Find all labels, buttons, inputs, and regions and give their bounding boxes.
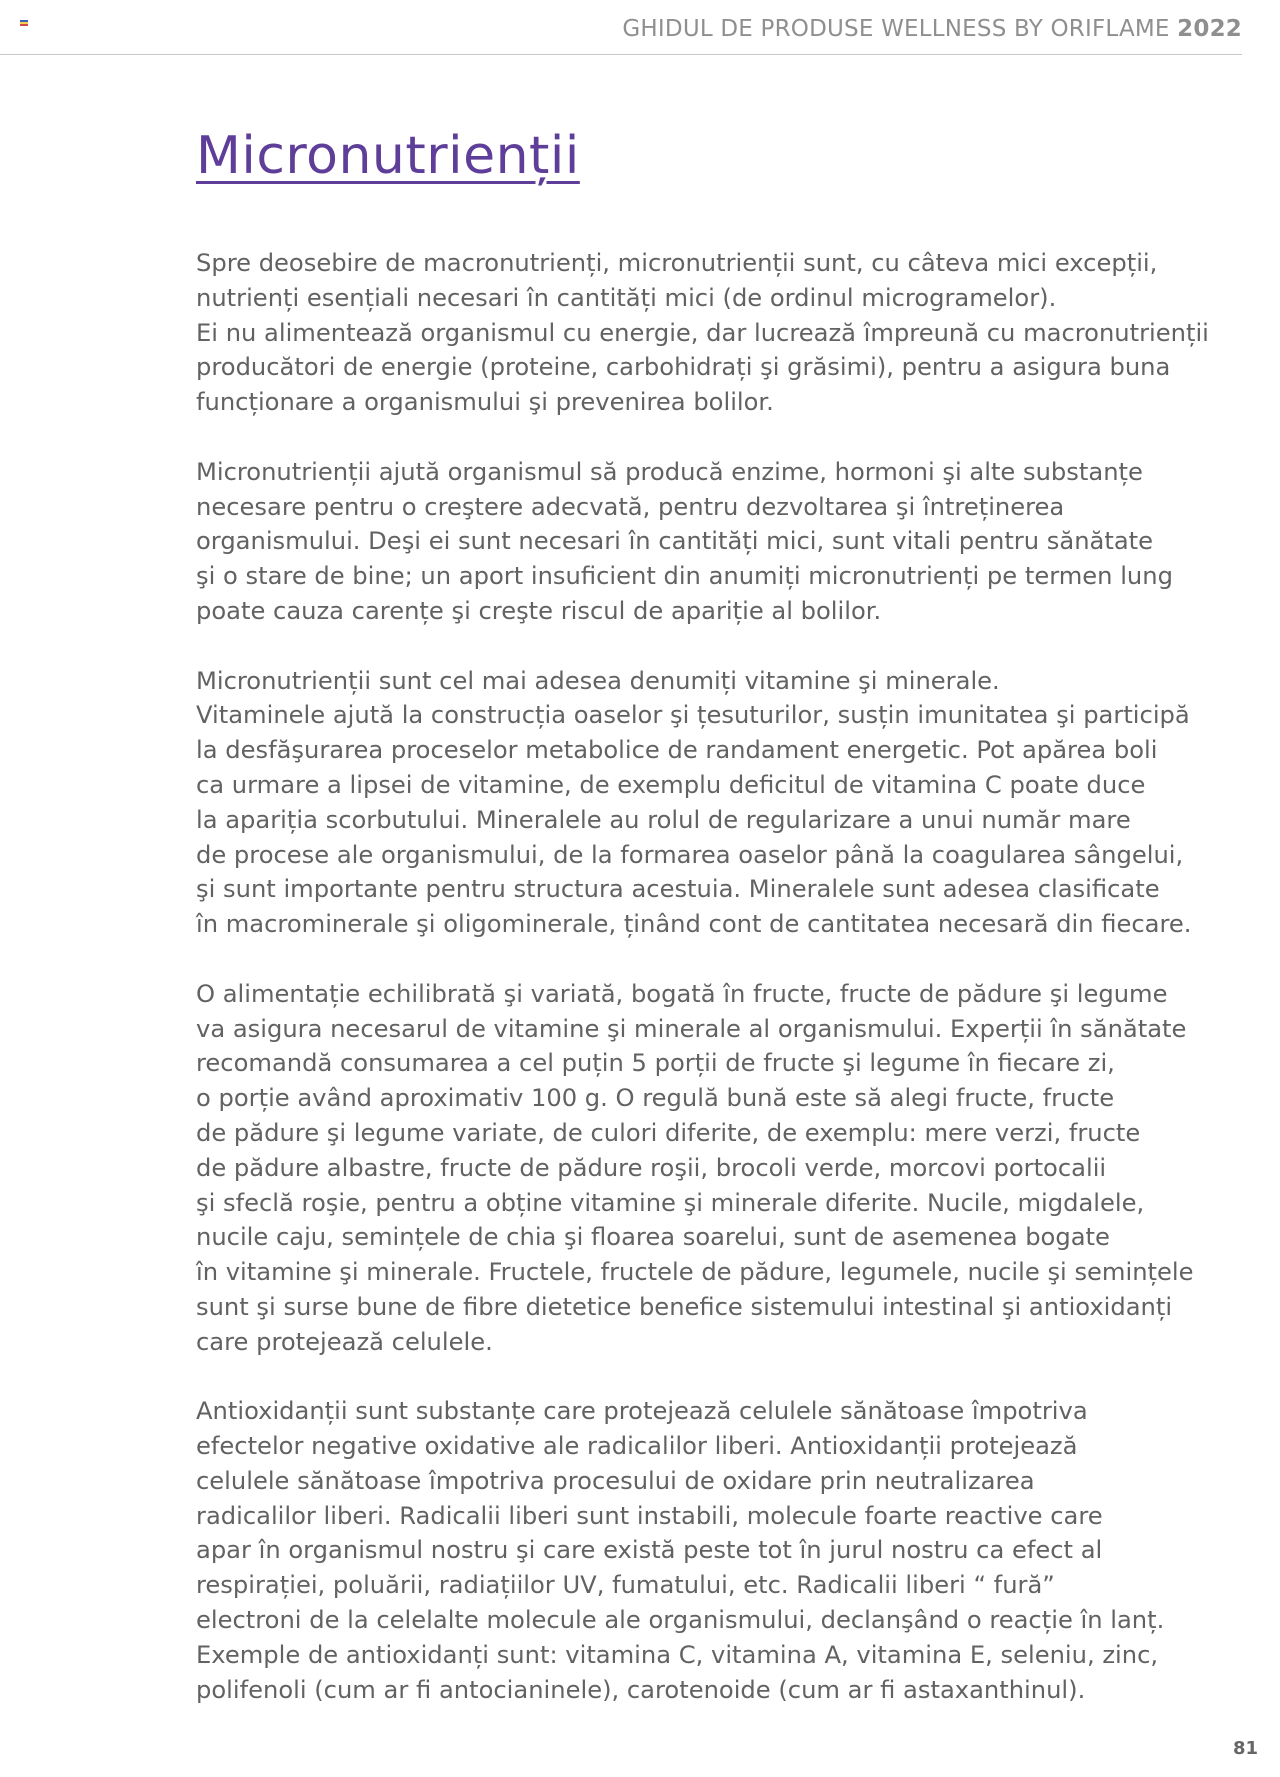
paragraph-line: şi o stare de bine; un aport insuficient din anumiți micronutrienți pe termen lung [196, 562, 1173, 591]
paragraph-1 [196, 246, 1209, 420]
page-number: 81 [1232, 1738, 1258, 1759]
main-content [196, 246, 1209, 1742]
page-title: Micronutrienții [196, 126, 580, 186]
paragraph-line: o porție având aproximativ 100 g. O regulă bună este să alegi fructe, fructe [196, 1084, 1115, 1113]
paragraph-line: la desfăşurarea proceselor metabolice de randament energetic. Pot apărea boli [196, 736, 1158, 765]
paragraph-line: şi sunt importante pentru structura acestuia. Mineralele sunt adesea clasificate [196, 875, 1160, 904]
paragraph-line: de pădure albastre, fructe de pădure roşii, brocoli verde, morcovi portocalii [196, 1153, 1107, 1182]
paragraph-line: ca urmare a lipsei de vitamine, de exemplu deficitul de vitamina C poate duce [196, 770, 1146, 799]
page-header [622, 16, 1242, 42]
paragraph-line: producători de energie (proteine, carbohidrați şi grăsimi), pentru a asigura buna [196, 353, 1171, 382]
paragraph-line: de pădure şi legume variate, de culori diferite, de exemplu: mere verzi, fructe [196, 1118, 1141, 1147]
paragraph-line: efectelor negative oxidative ale radicalilor liberi. Antioxidanții protejează [196, 1432, 1078, 1461]
paragraph-line: necesare pentru o creştere adecvată, pentru dezvoltarea şi întreținerea [196, 492, 1065, 521]
paragraph-3 [196, 664, 1196, 942]
romania-flag-icon [20, 20, 28, 26]
paragraph-line: organismului. Deşi ei sunt necesari în cantități mici, sunt vitali pentru sănătate [196, 527, 1154, 556]
paragraph-line: va asigura necesarul de vitamine şi minerale al organismului. Experții în sănătate [196, 1014, 1187, 1043]
paragraph-line: Antioxidanții sunt substanțe care protejează celulele sănătoase împotriva [196, 1397, 1088, 1426]
paragraph-line: O alimentație echilibrată şi variată, bogată în fructe, fructe de pădure şi legume [196, 979, 1168, 1008]
paragraph-line: electroni de la celelalte molecule ale organismului, declanşând o reacție în lanț. [196, 1606, 1165, 1635]
header-year: 2022 [1177, 16, 1242, 42]
paragraph-line: de procese ale organismului, de la formarea oaselor până la coagularea sângelui, [196, 840, 1184, 869]
paragraph-line: polifenoli (cum ar fi antocianinele), carotenoide (cum ar fi astaxanthinul). [196, 1675, 1086, 1704]
paragraph-5 [196, 1394, 1196, 1707]
paragraph-line: sunt şi surse bune de fibre dietetice benefice sistemului intestinal şi antioxidanți [196, 1292, 1173, 1321]
paragraph-line: recomandă consumarea a cel puțin 5 porții de fructe şi legume în fiecare zi, [196, 1049, 1115, 1078]
paragraph-line: în vitamine şi minerale. Fructele, fructele de pădure, legumele, nucile şi semințele [196, 1258, 1194, 1287]
paragraph-line: radicalilor liberi. Radicalii liberi sunt instabili, molecule foarte reactive care [196, 1501, 1103, 1530]
paragraph-line: Vitaminele ajută la construcția oaselor şi țesuturilor, susțin imunitatea şi participă [196, 701, 1190, 730]
paragraph-line: care protejează celulele. [196, 1327, 493, 1356]
paragraph-line: şi sfeclă roşie, pentru a obține vitamine şi minerale diferite. Nucile, migdalele, [196, 1188, 1145, 1217]
header-title: GHIDUL DE PRODUSE WELLNESS BY ORIFLAME [622, 16, 1170, 42]
paragraph-line: apar în organismul nostru şi care există peste tot în jurul nostru ca efect al [196, 1536, 1103, 1565]
paragraph-line: Micronutrienții sunt cel mai adesea denumiți vitamine şi minerale. [196, 666, 1000, 695]
paragraph-line: nucile caju, semințele de chia şi floarea soarelui, sunt de asemenea bogate [196, 1223, 1110, 1252]
paragraph-line: în macrominerale şi oligominerale, ținând cont de cantitatea necesară din fiecare. [196, 910, 1192, 939]
paragraph-line: Ei nu alimentează organismul cu energie, dar lucrează împreună cu macronutrienții [196, 318, 1209, 347]
paragraph-line: funcționare a organismului şi prevenirea bolilor. [196, 388, 774, 417]
paragraph-line: respirației, poluării, radiațiilor UV, fumatului, etc. Radicalii liberi “ fură” [196, 1571, 1055, 1600]
paragraph-line: celulele sănătoase împotriva procesului de oxidare prin neutralizarea [196, 1466, 1035, 1495]
paragraph-line: poate cauza carențe şi creşte riscul de apariție al bolilor. [196, 596, 882, 625]
paragraph-line: nutrienți esențiali necesari în cantități mici (de ordinul microgramelor). [196, 283, 1057, 312]
paragraph-2 [196, 455, 1196, 629]
paragraph-line: Spre deosebire de macronutrienți, micronutrienții sunt, cu câteva mici excepții, [196, 249, 1158, 277]
paragraph-line: Exemple de antioxidanți sunt: vitamina C, vitamina A, vitamina E, seleniu, zinc, [196, 1640, 1159, 1669]
paragraph-4 [196, 977, 1196, 1360]
header-divider [0, 54, 1242, 55]
paragraph-line: Micronutrienții ajută organismul să producă enzime, hormoni şi alte substanțe [196, 457, 1143, 486]
paragraph-line: la apariția scorbutului. Mineralele au rolul de regularizare a unui număr mare [196, 805, 1131, 834]
